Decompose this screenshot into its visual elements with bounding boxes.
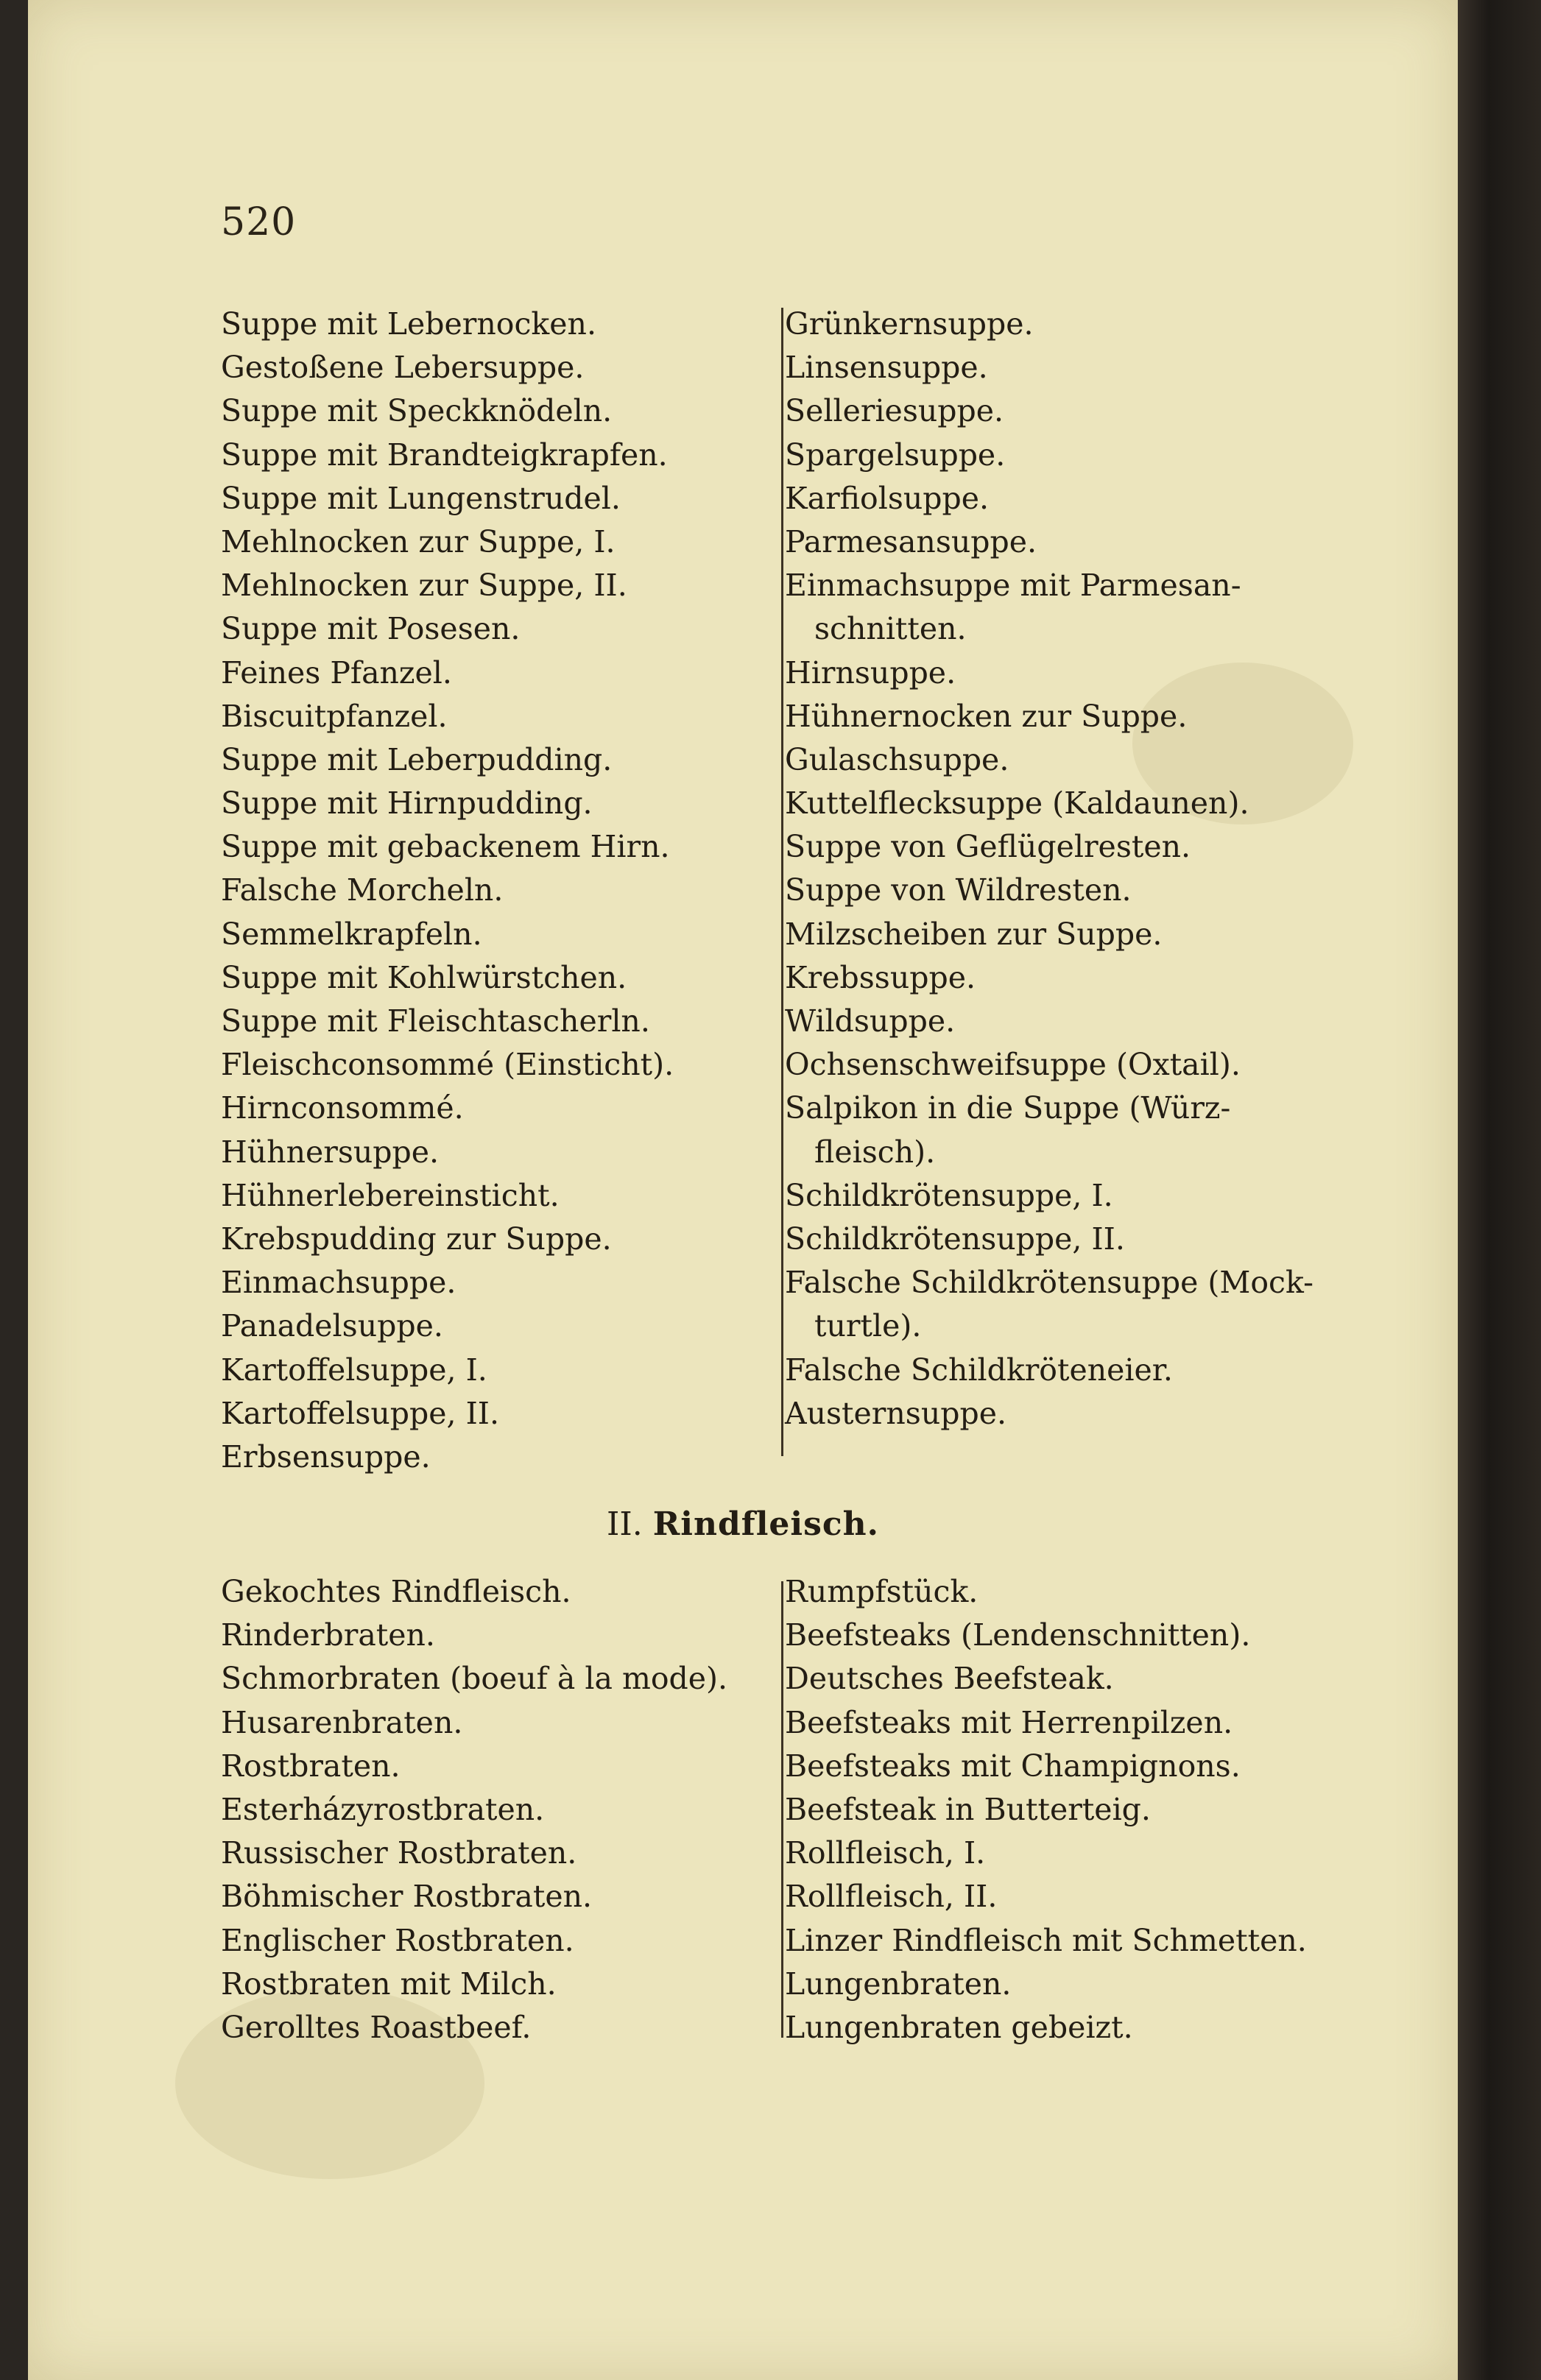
list-item: Russischer Rostbraten. (221, 1835, 577, 1871)
list-item: Suppe von Geflügelresten. (785, 829, 1191, 865)
list-item: Kartoffelsuppe, I. (221, 1352, 487, 1388)
list-item: Gestoßene Lebersuppe. (221, 350, 585, 386)
list-item: Einmachsuppe mit Parmesan- (785, 568, 1241, 604)
list-item: Mehlnocken zur Suppe, II. (221, 568, 627, 604)
list-item: Biscuitpfanzel. (221, 698, 448, 734)
list-item: Milzscheiben zur Suppe. (785, 916, 1163, 952)
list-item: Rinderbraten. (221, 1617, 435, 1653)
column-divider (781, 1581, 783, 2038)
list-item: Rostbraten. (221, 1748, 401, 1784)
column-divider (781, 308, 783, 1456)
list-item: Beefsteaks mit Champignons. (785, 1748, 1241, 1784)
list-item: Grünkernsuppe. (785, 306, 1034, 342)
page-number: 520 (221, 200, 297, 244)
list-item: Semmelkrapfeln. (221, 916, 482, 952)
list-item: Gekochtes Rindfleisch. (221, 1574, 571, 1609)
list-item: Suppe mit gebackenem Hirn. (221, 829, 670, 865)
list-item: Krebspudding zur Suppe. (221, 1221, 612, 1257)
list-item: Esterházyrostbraten. (221, 1791, 545, 1827)
list-item: Suppe mit Posesen. (221, 611, 521, 647)
list-item: Rumpfstück. (785, 1574, 978, 1609)
list-item: fleisch). (814, 1134, 936, 1170)
list-item: Parmesansuppe. (785, 523, 1037, 559)
list-item: Linsensuppe. (785, 350, 988, 386)
list-item: Rollfleisch, II. (785, 1879, 998, 1915)
list-item: Panadelsuppe. (221, 1308, 443, 1344)
list-item: Falsche Schildkröteneier. (785, 1352, 1173, 1388)
list-item: Falsche Morcheln. (221, 872, 504, 908)
list-item: Suppe mit Kohlwürstchen. (221, 959, 627, 995)
list-item: Suppe mit Lungenstrudel. (221, 480, 621, 516)
list-item: Hirnsuppe. (785, 654, 956, 691)
list-item: Hirnconsommé. (221, 1090, 464, 1126)
list-item: schnitten. (814, 611, 967, 647)
list-item: Schildkrötensuppe, II. (785, 1221, 1125, 1257)
list-item: Ochsenschweifsuppe (Oxtail). (785, 1047, 1241, 1083)
list-item: Feines Pfanzel. (221, 654, 452, 691)
list-item: Suppe mit Lebernocken. (221, 306, 596, 342)
list-item: Falsche Schildkrötensuppe (Mock- (785, 1265, 1313, 1301)
list-item: Suppe mit Brandteigkrapfen. (221, 437, 668, 473)
list-item: Schildkrötensuppe, I. (785, 1177, 1113, 1213)
soup-list-left (221, 303, 766, 1479)
list-item: Lungenbraten gebeizt. (785, 2009, 1133, 2045)
list-item: Selleriesuppe. (785, 393, 1004, 429)
list-item: Lungenbraten. (785, 1966, 1012, 2002)
list-item: Rostbraten mit Milch. (221, 1966, 557, 2002)
list-item: Rollfleisch, I. (785, 1835, 986, 1871)
list-item: Hühnersuppe. (221, 1134, 440, 1170)
list-item: Beefsteaks mit Herrenpilzen. (785, 1704, 1233, 1740)
list-item: Hühnernocken zur Suppe. (785, 698, 1188, 734)
list-item: Suppe mit Fleischtascherln. (221, 1003, 650, 1039)
list-item: Kuttelflecksuppe (Kaldaunen). (785, 785, 1249, 822)
list-item: Einmachsuppe. (221, 1265, 456, 1301)
list-item: Deutsches Beefsteak. (785, 1661, 1114, 1697)
beef-list-right (785, 1570, 1344, 2049)
list-item: Linzer Rindfleisch mit Schmetten. (785, 1922, 1307, 1958)
list-item: Böhmischer Rostbraten. (221, 1879, 593, 1915)
scan-background-edge (1454, 0, 1541, 2380)
list-item: Suppe mit Leberpudding. (221, 741, 613, 777)
list-item: Husarenbraten. (221, 1704, 463, 1740)
list-item: Suppe mit Hirnpudding. (221, 785, 593, 822)
list-item: Englischer Rostbraten. (221, 1922, 574, 1958)
list-item: Kartoffelsuppe, II. (221, 1395, 500, 1431)
list-item: Hühnerlebereinsticht. (221, 1177, 560, 1213)
list-item: Erbsensuppe. (221, 1438, 431, 1475)
list-item: Suppe mit Speckknödeln. (221, 393, 613, 429)
list-item: Beefsteaks (Lendenschnitten). (785, 1617, 1251, 1653)
list-item: turtle). (814, 1308, 922, 1344)
list-item: Salpikon in die Suppe (Würz- (785, 1090, 1231, 1126)
list-item: Fleischconsommé (Einsticht). (221, 1047, 674, 1083)
list-item: Suppe von Wildresten. (785, 872, 1132, 908)
list-item: Krebssuppe. (785, 959, 976, 995)
list-item: Gulaschsuppe. (785, 741, 1009, 777)
book-page (28, 0, 1458, 2380)
list-item: Karfiolsuppe. (785, 480, 990, 516)
list-item: Schmorbraten (boeuf à la mode). (221, 1661, 728, 1697)
section-heading (28, 1505, 1458, 1543)
section-number: II. (606, 1505, 643, 1543)
list-item: Spargelsuppe. (785, 437, 1006, 473)
list-item: Mehlnocken zur Suppe, I. (221, 523, 616, 559)
list-item: Beefsteak in Butterteig. (785, 1791, 1151, 1827)
list-item: Austernsuppe. (785, 1395, 1007, 1431)
section-title: Rindfleisch. (652, 1505, 879, 1543)
list-item: Gerolltes Roastbeef. (221, 2009, 532, 2045)
beef-list-left (221, 1570, 780, 2049)
list-item: Wildsuppe. (785, 1003, 956, 1039)
soup-list-right (785, 303, 1344, 1436)
